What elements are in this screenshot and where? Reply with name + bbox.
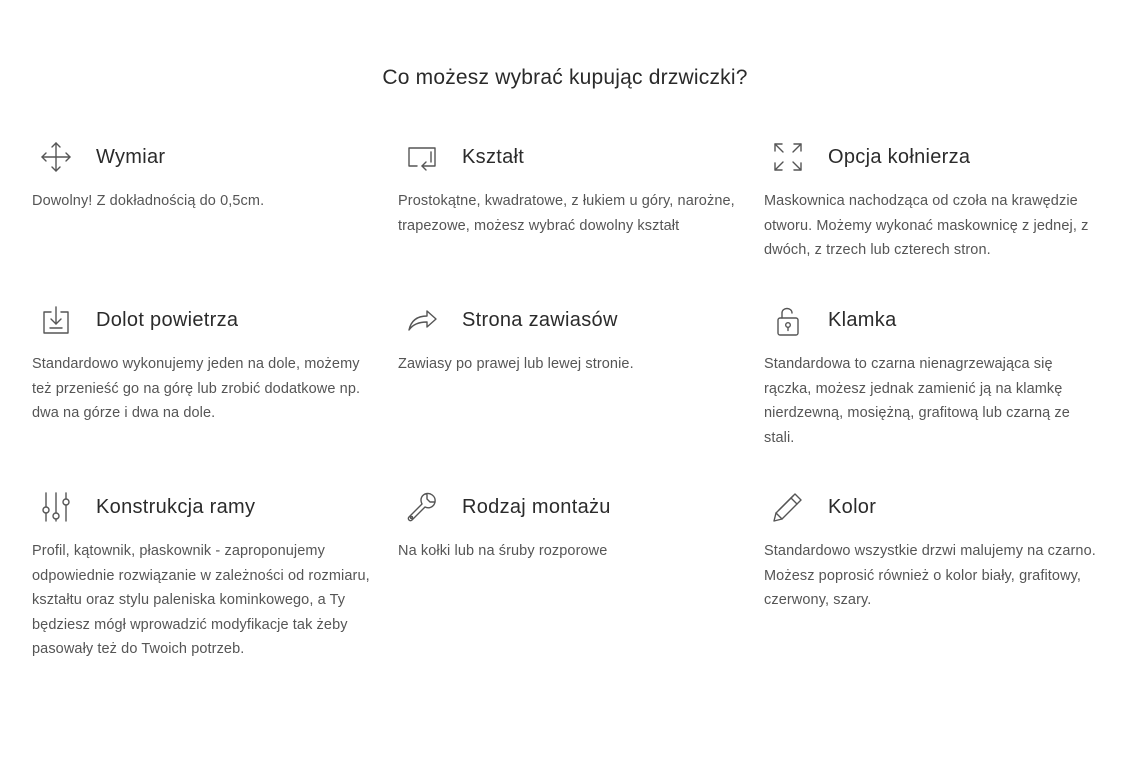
feature-description: Maskownica nachodząca od czoła na krawędzie otworu. Możemy wykonać maskownicę z jednej, z dwóch, z trzech lub czterech stron. [764, 193, 1089, 258]
feature-title: Wymiar [96, 145, 166, 168]
feature-dolot-powietrza [32, 300, 372, 426]
feature-title: Rodzaj montażu [462, 495, 611, 518]
wrench-icon [404, 489, 440, 525]
feature-title: Strona zawiasów [462, 308, 618, 331]
feature-strona-zawiasow [398, 300, 738, 377]
shape-return-icon [404, 139, 440, 175]
move-arrows-icon [38, 139, 74, 175]
feature-title: Kolor [828, 495, 877, 518]
unlock-icon [770, 302, 806, 338]
feature-klamka [764, 300, 1104, 450]
feature-description: Na kołki lub na śruby rozporowe [398, 543, 608, 559]
feature-kolor [764, 487, 1104, 613]
page-title: Co możesz wybrać kupując drzwiczki? [382, 66, 748, 89]
feature-title: Klamka [828, 308, 897, 331]
feature-konstrukcja-ramy [32, 487, 372, 662]
feature-description: Dowolny! Z dokładnością do 0,5cm. [32, 193, 265, 209]
expand-icon [770, 139, 806, 175]
feature-rodzaj-montazu [398, 487, 738, 564]
feature-ksztalt [398, 137, 738, 238]
pencil-icon [770, 489, 806, 525]
feature-description: Standardowa to czarna nienagrzewająca się rączka, możesz jednak zamienić ją na klamkę nierdzewną, mosiężną, grafitową lub czarną ze stali. [764, 356, 1070, 446]
feature-wymiar [32, 137, 372, 214]
feature-title: Konstrukcja ramy [96, 495, 256, 518]
sliders-icon [38, 489, 74, 525]
feature-description: Profil, kątownik, płaskownik - zaproponujemy odpowiednie rozwiązanie w zależności od rozmiaru, kształtu oraz stylu paleniska kominkowego, a Ty będziesz mógł wprowadzić modyfikacje tak żeby pasowały też do Twoich potrzeb. [32, 543, 370, 657]
feature-description: Standardowo wszystkie drzwi malujemy na czarno. Możesz poprosić również o kolor biały, grafitowy, czerwony, szary. [764, 543, 1096, 608]
feature-opcja-kolnierza [764, 137, 1104, 263]
feature-title: Dolot powietrza [96, 308, 239, 331]
download-tray-icon [38, 302, 74, 338]
share-arrow-icon [404, 302, 440, 338]
feature-title: Kształt [462, 145, 525, 168]
feature-description: Standardowo wykonujemy jeden na dole, możemy też przenieść go na górę lub zrobić dodatkowe np. dwa na górze i dwa na dole. [32, 356, 361, 421]
feature-title: Opcja kołnierza [828, 145, 971, 168]
feature-description: Zawiasy po prawej lub lewej stronie. [398, 356, 634, 372]
feature-description: Prostokątne, kwadratowe, z łukiem u góry, narożne, trapezowe, możesz wybrać dowolny kształt [398, 193, 735, 234]
